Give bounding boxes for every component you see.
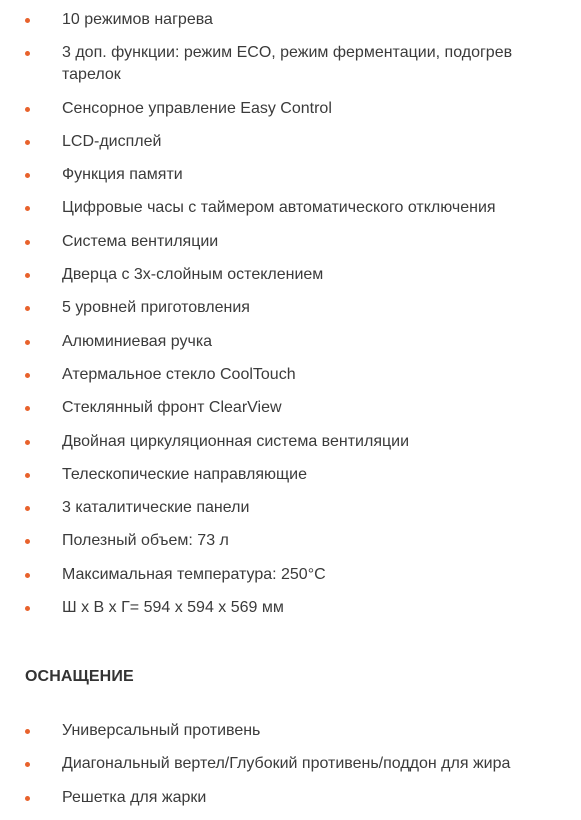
bullet-icon xyxy=(25,506,30,511)
list-item xyxy=(0,297,581,319)
bullet-icon xyxy=(25,173,30,178)
list-item-text: 10 режимов нагрева xyxy=(62,11,213,28)
bullet-icon xyxy=(25,606,30,611)
bullet-icon xyxy=(25,762,30,767)
list-item-text: Диагональный вертел/Глубокий противень/поддон для жира xyxy=(62,755,511,773)
list-item-text: Решетка для жарки xyxy=(62,788,207,806)
bullet-icon xyxy=(25,51,30,56)
list-item-text: Цифровые часы с таймером автоматического отключения xyxy=(62,199,496,217)
list-item xyxy=(0,753,581,775)
bullet-icon xyxy=(25,107,30,112)
bullet-icon xyxy=(25,473,30,478)
list-item xyxy=(0,364,581,386)
list-item xyxy=(0,530,581,552)
bullet-icon xyxy=(25,273,30,278)
list-item-text: Дверца с 3х-слойным остеклением xyxy=(62,266,324,284)
bullet-icon xyxy=(25,539,30,544)
list-item-text: Полезный объем: 73 л xyxy=(62,532,229,550)
equipment-list xyxy=(0,720,581,820)
list-item-text: Универсальный противень xyxy=(62,722,261,739)
list-item-text: Телескопические направляющие xyxy=(62,465,307,483)
list-item xyxy=(0,464,581,486)
list-item xyxy=(0,9,581,31)
bullet-icon xyxy=(25,206,30,211)
list-item-text: Алюминиевая ручка xyxy=(62,332,213,350)
bullet-icon xyxy=(25,406,30,411)
list-item-text: 3 доп. функции: режим ECO, режим ферментации, подогрев тарелок xyxy=(62,44,513,84)
bullet-icon xyxy=(25,796,30,801)
list-item xyxy=(0,231,581,253)
list-item xyxy=(0,331,581,353)
list-item xyxy=(0,720,581,742)
list-item xyxy=(0,597,581,619)
list-item-text: Максимальная температура: 250°C xyxy=(62,565,326,583)
list-item xyxy=(0,264,581,286)
list-item-text: Стеклянный фронт ClearView xyxy=(62,399,282,417)
list-item-text: Ш х В х Г= 594 х 594 х 569 мм xyxy=(62,599,284,617)
list-item-text: 3 каталитические панели xyxy=(62,499,250,517)
bullet-icon xyxy=(25,729,30,734)
features-list xyxy=(0,9,581,630)
section-title-equipment: ОСНАЩЕНИЕ xyxy=(25,668,134,685)
list-item-text: 5 уровней приготовления xyxy=(62,299,250,317)
bullet-icon xyxy=(25,573,30,578)
list-item-text: Сенсорное управление Easy Control xyxy=(62,99,332,117)
bullet-icon xyxy=(25,440,30,445)
bullet-icon xyxy=(25,140,30,145)
list-item xyxy=(0,42,581,86)
bullet-icon xyxy=(25,373,30,378)
bullet-icon xyxy=(25,306,30,311)
list-item-text: Функция памяти xyxy=(62,166,183,184)
list-item xyxy=(0,164,581,186)
list-item-text: Система вентиляции xyxy=(62,232,219,250)
list-item xyxy=(0,564,581,586)
bullet-icon xyxy=(25,18,30,23)
list-item xyxy=(0,787,581,809)
list-item xyxy=(0,397,581,419)
list-item-text: Двойная циркуляционная система вентиляции xyxy=(62,432,410,450)
bullet-icon xyxy=(25,240,30,245)
list-item xyxy=(0,197,581,219)
list-item xyxy=(0,497,581,519)
list-item xyxy=(0,431,581,453)
list-item-text: Атермальное стекло CoolTouch xyxy=(62,365,296,383)
list-item-text: LCD-дисплей xyxy=(62,132,162,150)
list-item xyxy=(0,131,581,153)
list-item xyxy=(0,98,581,120)
bullet-icon xyxy=(25,340,30,345)
